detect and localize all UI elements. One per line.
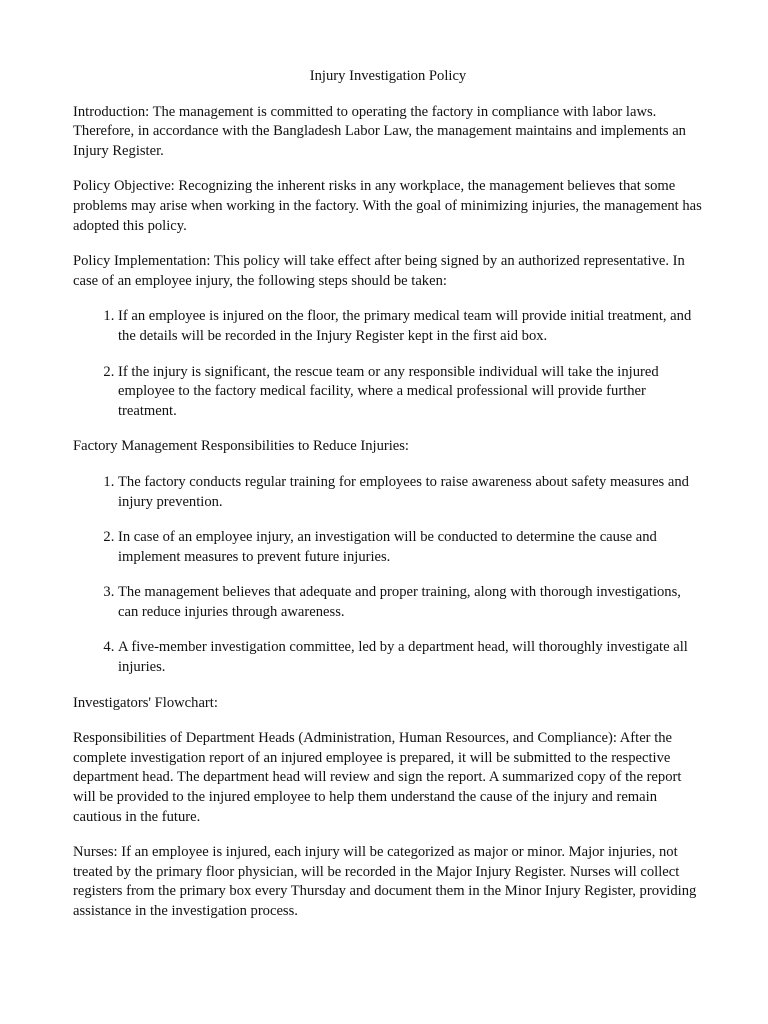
nurses-paragraph: Nurses: If an employee is injured, each injury will be categorized as major or minor. Major injuries, not treated by the primary floor physician, will be recorded in the Major Injury Register. Nurses will collect registers from the primary box every Thursday and document them in the Minor Injury Register, providing assistance in the investigation process.	[73, 844, 697, 919]
list-item: 1. If an employee is injured on the floor, the primary medical team will provide initial treatment, and the details will be recorded in the Injury Register kept in the first aid box.	[118, 307, 703, 346]
list-item: 4. A five-member investigation committee, led by a department head, will thoroughly investigate all injuries.	[118, 638, 703, 677]
list-item: 2. If the injury is significant, the rescue team or any responsible individual will take the injured employee to the factory medical facility, where a medical professional will provide further treatment.	[118, 363, 703, 422]
list-item: 3. The management believes that adequate and proper training, along with thorough investigations, can reduce injuries through awareness.	[118, 583, 703, 622]
policy-objective-paragraph: Policy Objective: Recognizing the inherent risks in any workplace, the management believes that some problems may arise when working in the factory. With the goal of minimizing injuries, the management has adopted this policy.	[73, 178, 702, 234]
list-item: 1. The factory conducts regular training for employees to raise awareness about safety measures and injury prevention.	[118, 473, 703, 512]
department-heads-paragraph: Responsibilities of Department Heads (Administration, Human Resources, and Compliance): After the complete investigation report of an injured employee is prepared, it will be submitted to the respective department head. The department head will review and sign the report. A summarized copy of the report will be provided to the injured employee to help them understand the cause of the injury and remain cautious in the future.	[73, 730, 682, 825]
implementation-steps-list	[73, 307, 703, 421]
responsibilities-list	[73, 473, 703, 678]
flowchart-heading: Investigators' Flowchart:	[73, 694, 218, 711]
document-title: Injury Investigation Policy	[309, 68, 467, 84]
responsibilities-heading: Factory Management Responsibilities to Reduce Injuries:	[73, 438, 409, 455]
document-page	[73, 67, 703, 938]
list-item: 2. In case of an employee injury, an investigation will be conducted to determine the cause and implement measures to prevent future injuries.	[118, 528, 703, 567]
policy-implementation-paragraph: Policy Implementation: This policy will take effect after being signed by an authorized representative. In case of an employee injury, the following steps should be taken:	[73, 253, 685, 289]
introduction-paragraph: Introduction: The management is committed to operating the factory in compliance with labor laws. Therefore, in accordance with the Bangladesh Labor Law, the management maintains and implements an Injury Register.	[73, 103, 686, 159]
